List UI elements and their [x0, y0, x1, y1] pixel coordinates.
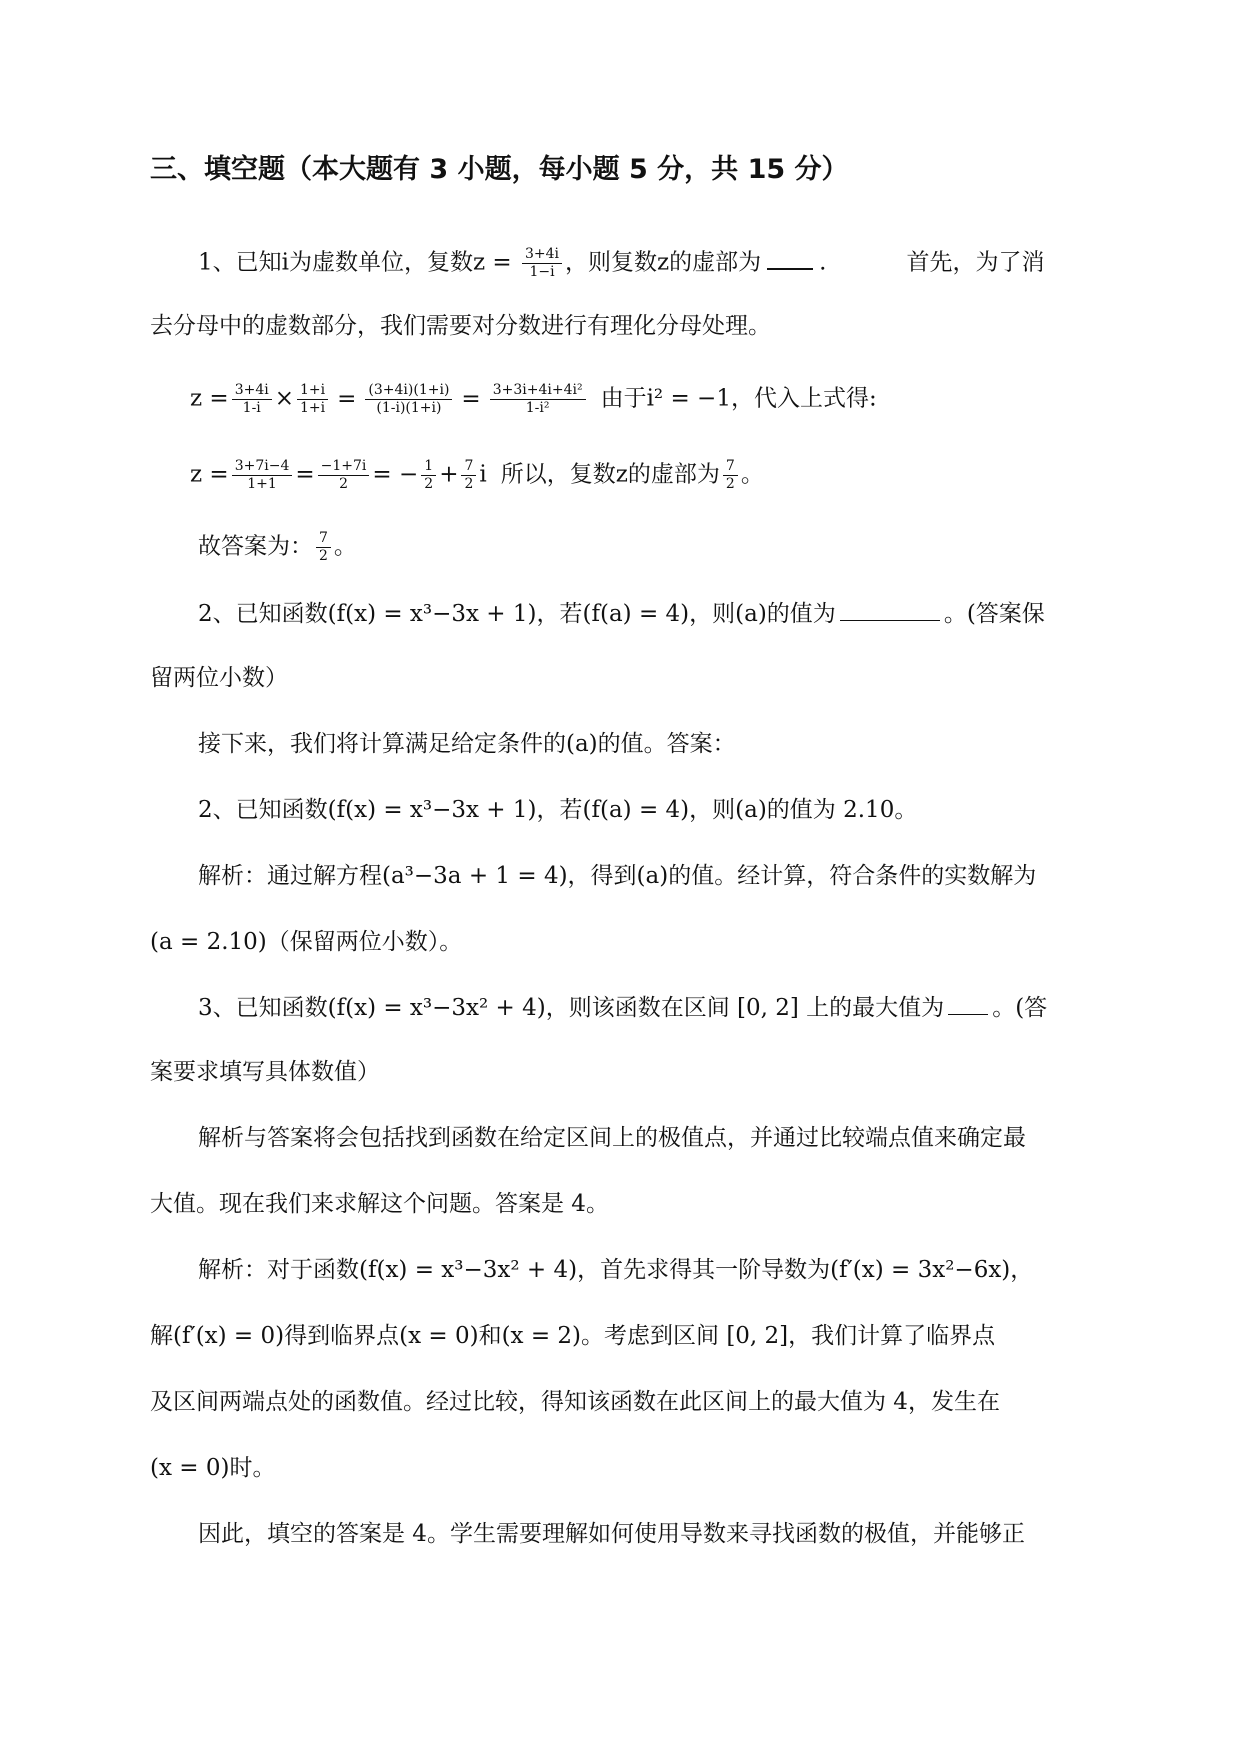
q1-fraction [522, 246, 562, 281]
eq1-frac-4-num: 3+3i+4i+4i² [490, 382, 586, 400]
eq1-frac-3-num: (3+4i)(1+i) [365, 382, 452, 400]
eq2-frac-5-num: 7 [723, 458, 738, 476]
q3-line1-a: 3、已知函数(f(x) = x³−3x² + 4)，则该函数在区间 [0, 2] 上的最大值为 [198, 995, 945, 1021]
eq1-frac-4-den: 1-i² [525, 400, 550, 416]
eq2-frac-4-den: 2 [464, 476, 474, 492]
q1-answer-frac [316, 530, 331, 565]
q1-intro-c: . [819, 249, 827, 276]
q1-equation-2 [190, 458, 1130, 493]
q2-answer-blank [840, 600, 940, 621]
eq1-frac-2-den: 1+i [300, 400, 326, 416]
q3-line3: 解析与答案将会包括找到函数在给定区间上的极值点，并通过比较端点值来确定最 [198, 1125, 1026, 1151]
q1-equation-1 [190, 382, 1130, 417]
eq1-frac-1-num: 3+4i [232, 382, 272, 400]
eq2-frac-1 [232, 458, 293, 493]
q1-line2: 去分母中的虚数部分，我们需要对分数进行有理化分母处理。 [150, 313, 771, 339]
q2-line4: 2、已知函数(f(x) = x³−3x + 1)，若(f(a) = 4)，则(a)的值为 2.10。 [198, 797, 918, 823]
q1-intro-d: 首先，为了消 [906, 249, 1045, 276]
eq2-equals: = [295, 461, 315, 488]
eq2-frac-5 [723, 458, 738, 493]
q3-answer-blank [948, 994, 988, 1015]
eq2-frac-1-num: 3+7i−4 [232, 458, 293, 476]
eq1-equals: = [337, 385, 357, 412]
eq2-frac-2 [318, 458, 370, 493]
eq1-frac-1-den: 1-i [242, 400, 261, 416]
q3-line9: 因此，填空的答案是 4。学生需要理解如何使用导数来寻找函数的极值，并能够正 [198, 1521, 1025, 1547]
q2-line1-a: 2、已知函数(f(x) = x³−3x + 1)，若(f(a) = 4)，则(a)的值为 [198, 601, 836, 627]
eq2-frac-3 [421, 458, 436, 493]
eq2-frac-4 [461, 458, 476, 493]
eq2-end: 。 [740, 461, 764, 488]
eq1-frac-2 [297, 382, 328, 417]
eq1-frac-3-den: (1-i)(1+i) [376, 400, 442, 416]
q1-statement [198, 246, 1138, 281]
eq1-z: z = [190, 385, 229, 412]
q1-answer-b: 。 [333, 533, 357, 560]
q1-answer-blank [767, 248, 813, 270]
q3-line2: 案要求填写具体数值） [150, 1059, 380, 1085]
eq2-z: z = [190, 461, 229, 488]
q3-line7: 及区间两端点处的函数值。经过比较，得知该函数在此区间上的最大值为 4，发生在 [150, 1389, 1000, 1415]
q3-line6: 解(f′(x) = 0)得到临界点(x = 0)和(x = 2)。考虑到区间 [0, 2]，我们计算了临界点 [150, 1323, 996, 1349]
eq2-frac-5-den: 2 [725, 476, 735, 492]
eq2-frac-3-num: 1 [421, 458, 436, 476]
eq2-equals-minus: = − [372, 461, 419, 488]
q2-line6: (a = 2.10)（保留两位小数）。 [150, 929, 463, 955]
q3-line4: 大值。现在我们来求解这个问题。答案是 4。 [150, 1191, 609, 1217]
q1-answer-a: 故答案为： [198, 533, 313, 560]
q1-frac-numerator: 3+4i [522, 246, 562, 264]
q3-statement [198, 992, 1138, 1024]
q3-line5: 解析：对于函数(f(x) = x³−3x² + 4)，首先求得其一阶导数为(f′(x) = 3x²−6x)， [198, 1257, 1034, 1283]
q1-frac-denominator: 1−i [529, 264, 555, 280]
eq1-equals-2: = [461, 385, 481, 412]
q2-line2: 留两位小数） [150, 665, 288, 691]
q1-intro-a: 1、已知i为虚数单位，复数z = [198, 249, 520, 276]
q1-intro-b: ，则复数z的虚部为 [565, 249, 762, 276]
q2-line3: 接下来，我们将计算满足给定条件的(a)的值。答案： [198, 731, 736, 757]
q1-answer-den: 2 [319, 548, 328, 564]
eq1-frac-2-num: 1+i [297, 382, 328, 400]
q2-statement [198, 598, 1138, 630]
q3-line8: (x = 0)时。 [150, 1455, 276, 1481]
eq1-times: × [274, 385, 295, 412]
eq2-i: i [479, 461, 487, 488]
eq2-frac-1-den: 1+1 [247, 476, 277, 492]
eq1-tail: 由于i² = −1，代入上式得: [600, 385, 877, 412]
q2-line1-b: 。(答案保 [943, 601, 1045, 627]
eq1-frac-1 [232, 382, 272, 417]
eq1-frac-3 [365, 382, 452, 417]
q3-line1-b: 。(答 [992, 995, 1048, 1021]
eq2-frac-4-num: 7 [461, 458, 476, 476]
eq1-frac-4 [490, 382, 586, 417]
eq2-frac-2-den: 2 [339, 476, 348, 492]
q1-answer-num: 7 [316, 530, 331, 548]
section-title: 三、填空题（本大题有 3 小题，每小题 5 分，共 15 分） [150, 154, 849, 185]
eq2-frac-2-num: −1+7i [318, 458, 370, 476]
eq2-tail: 所以，复数z的虚部为 [500, 461, 720, 488]
eq2-frac-3-den: 2 [424, 476, 434, 492]
q2-line5: 解析：通过解方程(a³−3a + 1 = 4)，得到(a)的值。经计算，符合条件的实数解为 [198, 863, 1037, 889]
q1-answer [198, 530, 1138, 565]
eq2-plus: + [439, 461, 459, 488]
